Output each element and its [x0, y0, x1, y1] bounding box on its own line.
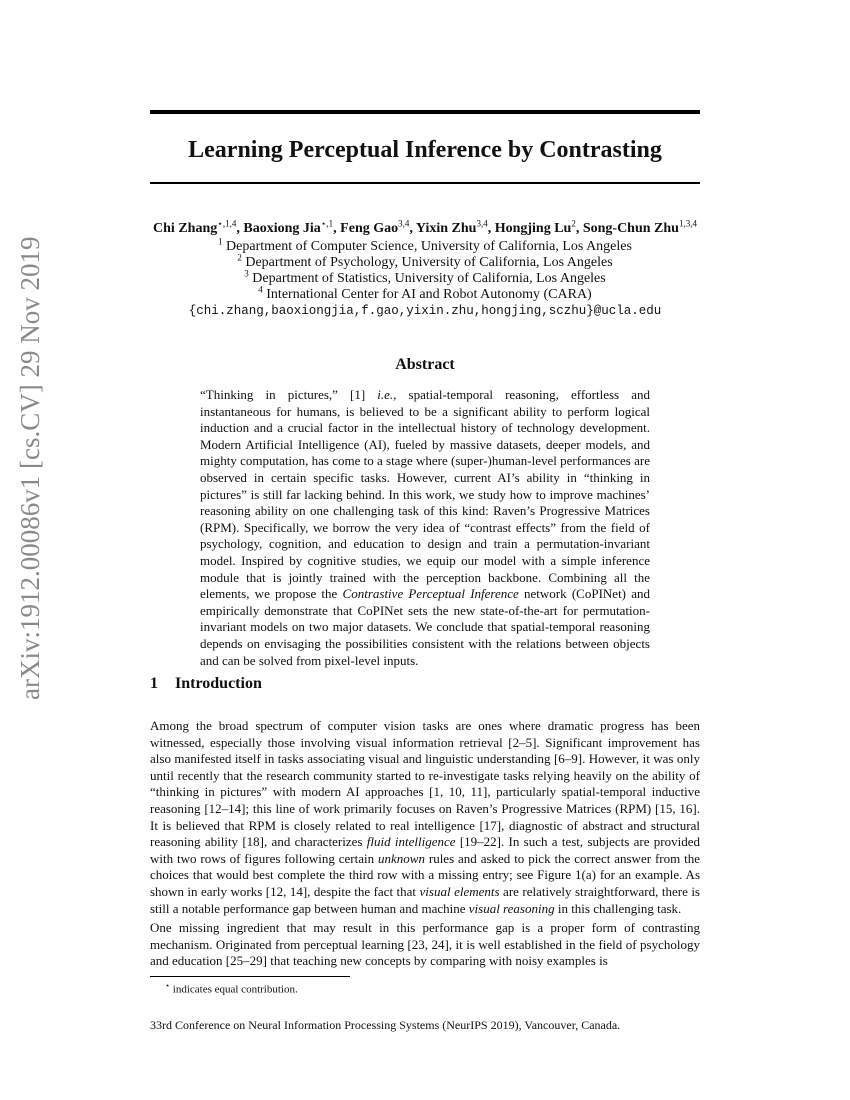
section-number: 1	[150, 675, 158, 692]
abstract-heading: Abstract	[395, 356, 455, 373]
author	[582, 218, 697, 236]
emphasis-text: fluid intelligence	[366, 834, 456, 850]
author-name: Chi Zhang	[153, 221, 218, 236]
affiliation-1: $^1$ Department of Computer Science, University of California, Los Angeles	[218, 236, 632, 254]
body-text: , spatial-temporal reasoning, effortless and instantaneous for humans, is believed to be a significant ability to perform logical induction and a crucial factor in the intellectual history of technology development. Modern Artificial Intelligence (AI), fueled by massive datasets, deeper models, and mighty computation, has come to a stage where (super-)human-level performances are observed in certain specific tasks. However, current AI’s ability in “thinking in pictures” is still far lacking behind. In this work, we study how to improve machines’ reasoning ability on one challenging task of this kind: Raven’s Progressive Matrices (RPM). Specifically, we borrow the very idea of “contrast effects” from the field of psychology, cognition, and education to design and train a permutation-invariant model. Inspired by cognitive studies, we equip our model with a simple inference module that is jointly trained with the perception backbone. Combining all the elements, we propose the	[200, 387, 650, 602]
emphasis-text: visual elements	[419, 883, 500, 899]
section-title: Introduction	[175, 675, 262, 692]
emphasis-text: unknown	[378, 850, 425, 866]
intro-paragraph-2: One missing ingredient that may result in this performance gap is a proper form of contrasting mechanism. Originated from perceptual learning [23, 24], it is well established in the field of psychology and education [25–29] that teaching new concepts by comparing with noisy examples is	[150, 920, 700, 969]
footnote-rule	[150, 976, 350, 977]
emphasis-text: Contrastive Perceptual Inference	[342, 586, 519, 602]
emphasis-text: visual reasoning	[468, 900, 555, 916]
author-name: Yixin Zhu	[415, 221, 477, 236]
author-affiliation-marks: 3,4	[476, 218, 488, 229]
section-heading-introduction	[150, 673, 700, 695]
author-list	[140, 220, 710, 238]
author: Yixin Zhu$^{3,4}$,	[415, 218, 495, 236]
affiliation-3: $^3$ Department of Statistics, University of California, Los Angeles	[244, 268, 606, 286]
author-affiliation-marks: ⋆,1,4	[217, 218, 237, 229]
author: Hongjing Lu$^2$,	[494, 218, 583, 236]
conference-note: 33rd Conference on Neural Information Processing Systems (NeurIPS 2019), Vancouver, Canada.	[150, 1018, 621, 1032]
body-text: in this challenging task.	[554, 900, 682, 916]
author-affiliation-marks: 3,4	[398, 218, 410, 229]
body-text: Among the broad spectrum of computer vision tasks are ones where dramatic progress has been witnessed, especially those involving visual information retrieval [2–5]. Significant improvement has also manifested itself in tasks associating visual and linguistic understanding [6–9]. However, it was only until recently that the research community started to re-investigate tasks relying heavily on the ability of “thinking in pictures” with modern AI approaches [1, 10, 11], particularly spatial-temporal inductive reasoning [12–14]; this line of work primarily focuses on Raven’s Progressive Matrices (RPM) [15, 16]. It is believed that RPM is closely related to real intelligence [17], diagnostic of abstract and structural reasoning ability [18], and characterizes	[150, 718, 700, 850]
author-name: Song-Chun Zhu	[582, 221, 679, 236]
affiliation-2: $^2$ Department of Psychology, University of California, Los Angeles	[237, 252, 613, 270]
emphasis-text: i.e.	[377, 387, 394, 402]
body-text: rules and asked to pick the correct answer from the choices that would best complete the third row with a missing entry; see Figure 1(a) for an example. As shown in early works [12, 14], despite the fact that	[150, 850, 700, 899]
author-affiliation-marks: ⋆,1	[320, 218, 334, 229]
body-text: network (CoPINet) and empirically demonstrate that CoPINet sets the new state-of-the-art for permutation-invariant models on two major datasets. We conclude that spatial-temporal reasoning depends on envisaging the possibilities consistent with the relations between objects and can be solved from pixel-level inputs.	[200, 586, 651, 668]
paper-title: Learning Perceptual Inference by Contrasting	[188, 137, 662, 163]
author: Feng Gao$^{3,4}$,	[340, 218, 416, 236]
footnote	[165, 979, 700, 997]
footnote-text: indicates equal contribution.	[170, 983, 298, 996]
author-name: Feng Gao	[340, 221, 399, 236]
body-text: [19–22]. In such a test, subjects are provided with two rows of figures following certain	[150, 834, 700, 866]
footnote-mark: ⋆	[165, 981, 171, 990]
title-top-rule	[150, 110, 700, 114]
author-affiliation-marks: 2	[571, 218, 576, 229]
abstract-text	[200, 387, 650, 669]
affiliation-4: $^4$ International Center for AI and Robot Autonomy (CARA)	[258, 284, 592, 302]
body-text: are relatively straightforward, there is still a notable performance gap between human and machine	[150, 883, 700, 916]
author-affiliation-marks: 1,3,4	[678, 218, 697, 229]
author: Baoxiong Jia$^{⋆,1}$,	[243, 218, 341, 236]
author-emails: {chi.zhang,baoxiongjia,f.gao,yixin.zhu,hongjing,sczhu}@ucla.edu	[188, 304, 662, 318]
author: Chi Zhang$^{⋆,1,4}$,	[153, 218, 244, 236]
arxiv-identifier: arXiv:1912.00086v1 [cs.CV] 29 Nov 2019	[15, 236, 45, 700]
body-text: “Thinking in pictures,” [1]	[200, 387, 378, 402]
intro-paragraph-1	[150, 718, 700, 917]
author-name: Hongjing Lu	[494, 221, 572, 236]
author-name: Baoxiong Jia	[243, 221, 321, 236]
title-bottom-rule	[150, 182, 700, 184]
